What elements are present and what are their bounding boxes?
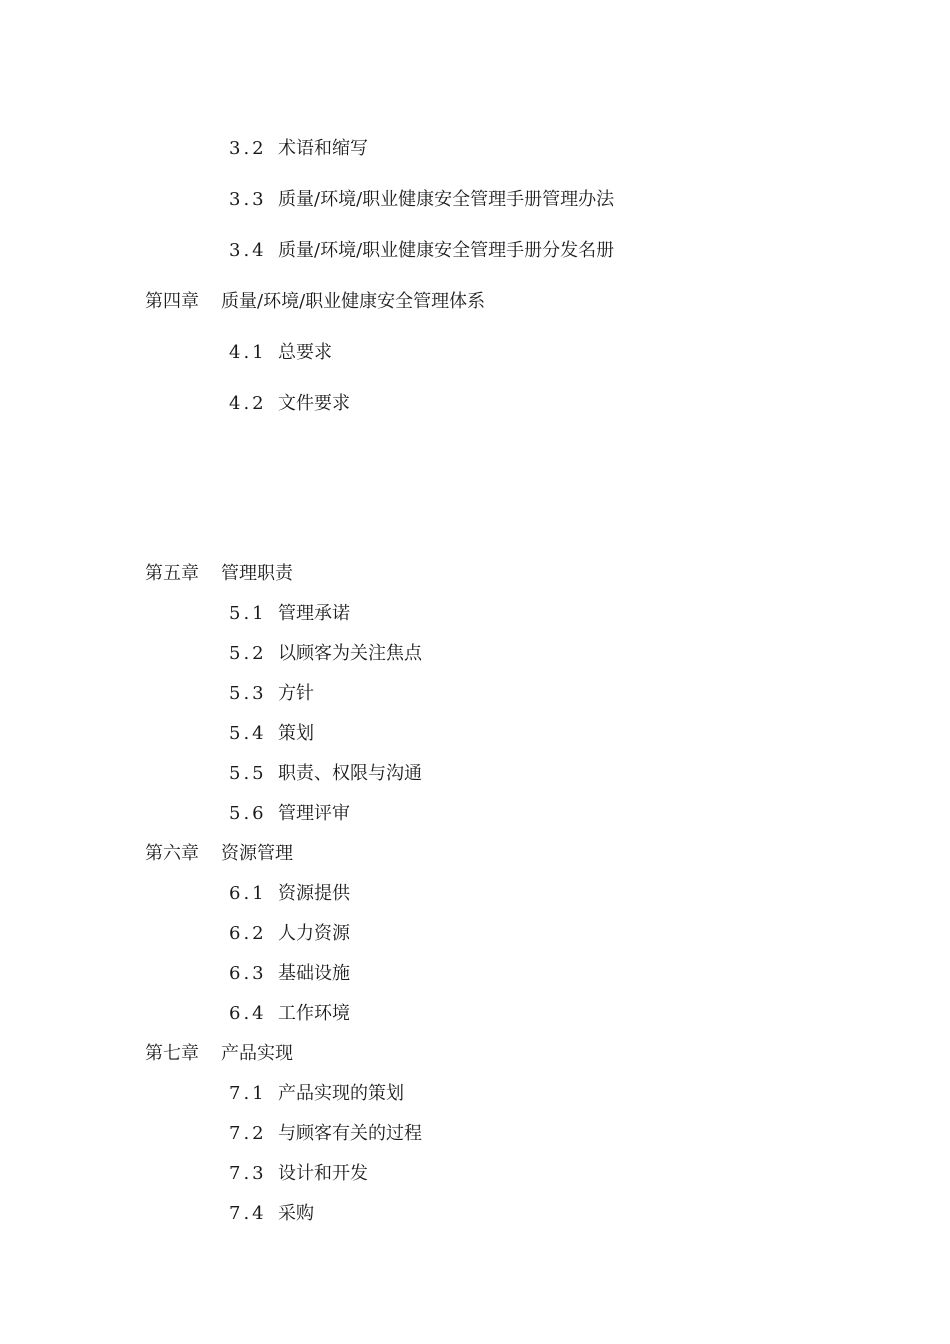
toc-entry-6-2 <box>229 922 350 946</box>
toc-title: 管理承诺 <box>278 603 350 624</box>
toc-title: 管理评审 <box>278 803 350 824</box>
toc-title: 与顾客有关的过程 <box>278 1123 422 1144</box>
toc-entry-6-1 <box>229 882 350 906</box>
toc-chapter-6 <box>145 842 293 866</box>
toc-chapter-number: 第五章 <box>145 563 199 584</box>
toc-entry-3-2 <box>229 137 368 161</box>
toc-number: 5.5 <box>229 763 267 784</box>
toc-entry-7-2 <box>229 1122 422 1146</box>
toc-entry-5-4 <box>229 722 314 746</box>
toc-title: 采购 <box>278 1203 314 1224</box>
toc-chapter-title: 资源管理 <box>221 843 293 864</box>
toc-title: 基础设施 <box>278 963 350 984</box>
toc-number: 6.4 <box>229 1003 267 1024</box>
toc-title: 方针 <box>278 683 314 704</box>
toc-number: 5.1 <box>229 603 267 624</box>
toc-entry-5-1 <box>229 602 350 626</box>
toc-title: 产品实现的策划 <box>278 1083 404 1104</box>
toc-title: 人力资源 <box>278 923 350 944</box>
toc-title: 设计和开发 <box>278 1163 368 1184</box>
toc-number: 7.1 <box>229 1083 267 1104</box>
toc-entry-4-1 <box>229 341 332 365</box>
toc-number: 5.3 <box>229 683 267 704</box>
toc-title: 总要求 <box>278 342 332 363</box>
toc-chapter-number: 第四章 <box>145 291 199 312</box>
toc-number: 7.2 <box>229 1123 267 1144</box>
toc-entry-6-4 <box>229 1002 350 1026</box>
toc-chapter-title: 产品实现 <box>221 1043 293 1064</box>
toc-number: 5.2 <box>229 643 267 664</box>
toc-entry-5-3 <box>229 682 314 706</box>
toc-chapter-4 <box>145 290 485 314</box>
toc-title: 工作环境 <box>278 1003 350 1024</box>
toc-number: 6.3 <box>229 963 267 984</box>
toc-chapter-5 <box>145 562 293 586</box>
toc-title: 策划 <box>278 723 314 744</box>
toc-entry-6-3 <box>229 962 350 986</box>
toc-entry-7-4 <box>229 1202 314 1226</box>
toc-entry-3-4 <box>229 239 614 263</box>
toc-title: 质量/环境/职业健康安全管理手册分发名册 <box>278 240 615 261</box>
toc-entry-7-3 <box>229 1162 368 1186</box>
toc-number: 5.6 <box>229 803 267 824</box>
toc-entry-7-1 <box>229 1082 404 1106</box>
toc-entry-4-2 <box>229 392 350 416</box>
toc-chapter-number: 第六章 <box>145 843 199 864</box>
toc-number: 3.3 <box>229 189 267 210</box>
toc-title: 质量/环境/职业健康安全管理手册管理办法 <box>278 189 615 210</box>
toc-title: 以顾客为关注焦点 <box>278 643 422 664</box>
toc-number: 3.4 <box>229 240 267 261</box>
toc-title: 术语和缩写 <box>278 138 368 159</box>
toc-entry-5-2 <box>229 642 422 666</box>
toc-number: 6.1 <box>229 883 267 904</box>
toc-chapter-number: 第七章 <box>145 1043 199 1064</box>
toc-number: 4.1 <box>229 342 267 363</box>
toc-title: 资源提供 <box>278 883 350 904</box>
toc-entry-3-3 <box>229 188 614 212</box>
toc-number: 6.2 <box>229 923 267 944</box>
toc-chapter-title: 管理职责 <box>221 563 293 584</box>
toc-number: 4.2 <box>229 393 267 414</box>
toc-entry-5-6 <box>229 802 350 826</box>
toc-number: 7.4 <box>229 1203 267 1224</box>
toc-number: 5.4 <box>229 723 267 744</box>
toc-chapter-7 <box>145 1042 293 1066</box>
toc-entry-5-5 <box>229 762 422 786</box>
toc-title: 职责、权限与沟通 <box>278 763 422 784</box>
toc-title: 文件要求 <box>278 393 350 414</box>
toc-number: 3.2 <box>229 138 267 159</box>
toc-chapter-title: 质量/环境/职业健康安全管理体系 <box>221 291 486 312</box>
toc-number: 7.3 <box>229 1163 267 1184</box>
